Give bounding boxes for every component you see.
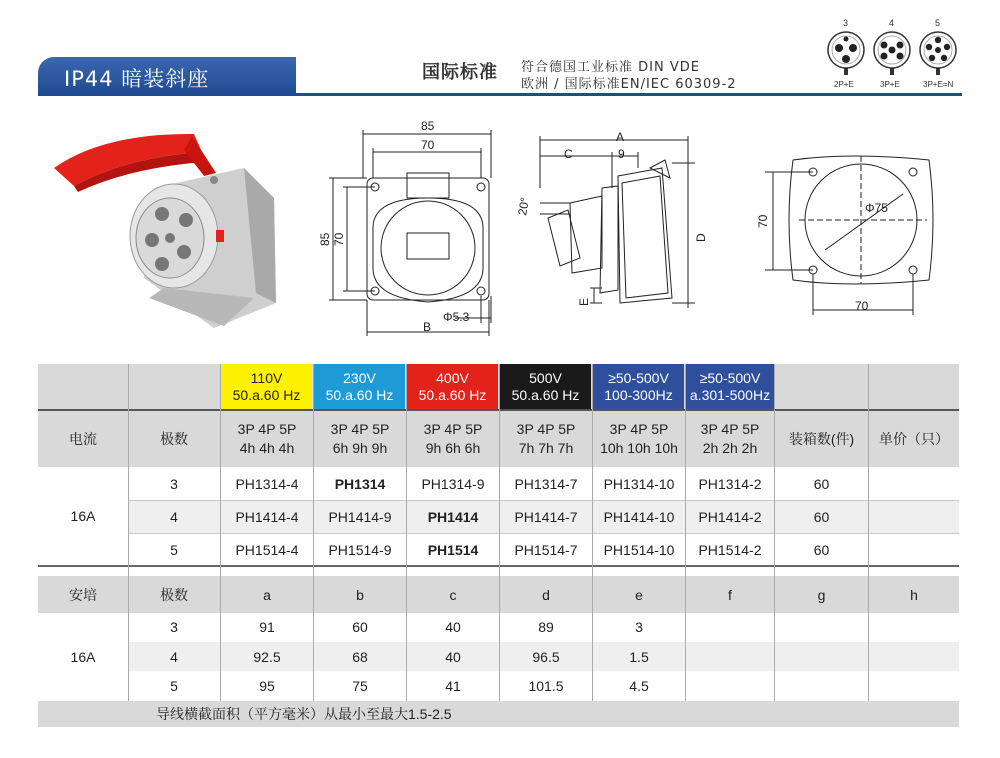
- divider: [128, 364, 129, 701]
- freq-230v: 50.a.60 Hz: [325, 386, 394, 403]
- header-poles: 极数: [160, 431, 188, 447]
- header-hours-col6: 3P 4P 5P 2h 2h 2h: [700, 421, 760, 456]
- header-ampere: 安培: [69, 586, 97, 603]
- standard-line-2: 欧洲 / 国际标准EN/IEC 60309-2: [521, 77, 737, 92]
- title-underline: [38, 93, 962, 96]
- divider: [685, 364, 686, 701]
- freq-500v: 50.a.60 Hz: [511, 386, 580, 403]
- standard-heading: 国际标准: [422, 62, 498, 83]
- voltage-500v: 500V: [529, 369, 562, 386]
- freq-hf2: a.301-500Hz: [689, 386, 771, 403]
- spec-current-value: 16A: [70, 508, 96, 524]
- divider: [313, 364, 314, 701]
- product-title: IP44 暗装斜座: [64, 67, 210, 91]
- divider: [220, 364, 221, 701]
- dim-current-value: 16A: [70, 649, 96, 665]
- pin-count-4: 4: [889, 18, 895, 28]
- front-view-drawing: [315, 118, 505, 340]
- header-box-qty: 装箱数(件): [788, 431, 855, 447]
- table-row: 5 95 75 41 101.5 4.5: [170, 678, 649, 694]
- header-current: 电流: [69, 431, 97, 447]
- table-row: 5 PH1514-4 PH1514-9 PH1514 PH1514-7 PH1514-10 PH1514-2 60: [170, 541, 830, 558]
- pin-label-4: 3P+E: [880, 80, 900, 89]
- voltage-230v: 230V: [343, 369, 376, 386]
- header-unit-price: 单价（只）: [879, 431, 949, 447]
- front-dim-85-width: 85: [421, 119, 435, 133]
- front-dim-hole: Φ5.3: [443, 310, 470, 324]
- cutout-dim-height: 70: [756, 214, 770, 228]
- voltage-col-500v: [500, 364, 591, 409]
- side-view-drawing: [510, 128, 710, 318]
- dim-header-row: 安培 极数 a b c d e f g h: [38, 576, 959, 613]
- side-dim-angle: 20°: [515, 196, 533, 217]
- side-dim-e: E: [577, 297, 591, 306]
- pin-count-5: 5: [935, 18, 941, 28]
- cutout-dim-width: 70: [855, 299, 869, 313]
- header-hours-col4: 3P 4P 5P 7h 7h 7h: [516, 421, 576, 456]
- header-dim-poles: 极数: [160, 586, 188, 603]
- voltage-110v: 110V: [250, 369, 283, 386]
- divider: [499, 364, 500, 701]
- standard-line-1: 符合德国工业标准 DIN VDE: [521, 60, 700, 75]
- front-dim-70-height: 70: [332, 232, 346, 246]
- freq-110v: 50.a.60 Hz: [232, 386, 301, 403]
- pin-layout-3p-icon: [828, 32, 864, 75]
- header-hours-col3: 3P 4P 5P 9h 6h 6h: [423, 421, 483, 456]
- table-row: 4 92.5 68 40 96.5 1.5: [128, 642, 959, 671]
- front-dim-b: B: [423, 320, 432, 334]
- header-hours-col1: 3P 4P 5P 4h 4h 4h: [237, 421, 297, 456]
- voltage-col-230v: [314, 364, 405, 409]
- divider: [868, 364, 869, 701]
- pin-count-3: 3: [843, 18, 849, 28]
- divider: [592, 364, 593, 701]
- freq-hf1: 100-300Hz: [604, 386, 673, 403]
- side-dim-a: A: [616, 130, 625, 144]
- pin-layout-4p-icon: [874, 32, 910, 75]
- header-hours-col5: 3P 4P 5P 10h 10h 10h: [600, 421, 678, 456]
- freq-400v: 50.a.60 Hz: [418, 386, 487, 403]
- product-image: [44, 128, 294, 328]
- voltage-hf2: ≥50-500V: [699, 369, 761, 386]
- divider: [774, 364, 775, 701]
- header-hours-col2: 3P 4P 5P 6h 9h 9h: [330, 421, 390, 456]
- table-row: 4 PH1414-4 PH1414-9 PH1414 PH1414-7 PH1414-10 PH1414-2 60: [128, 501, 959, 533]
- cutout-dim-diameter: Φ75: [865, 201, 888, 215]
- side-dim-d: D: [694, 233, 708, 242]
- table-row: 3 91 60 40 89 3: [170, 619, 643, 635]
- voltage-col-hf2: [686, 364, 774, 409]
- voltage-col-hf1: [593, 364, 684, 409]
- divider: [406, 364, 407, 701]
- cutout-drawing: [755, 150, 955, 320]
- pin-label-3: 2P+E: [834, 80, 854, 89]
- voltage-hf1: ≥50-500V: [608, 369, 669, 386]
- footer-row: [38, 701, 959, 727]
- pin-label-5: 3P+E=N: [923, 80, 954, 89]
- front-dim-70-width: 70: [421, 138, 435, 152]
- voltage-col-110v: [221, 364, 312, 409]
- voltage-400v: 400V: [436, 369, 469, 386]
- voltage-col-400v: [407, 364, 498, 409]
- side-dim-9: 9: [618, 147, 625, 161]
- table-row: 3 PH1314-4 PH1314 PH1314-9 PH1314-7 PH1314-10 PH1314-2 60: [170, 475, 830, 492]
- front-dim-85-height: 85: [318, 232, 332, 246]
- side-dim-c: C: [564, 147, 573, 161]
- wire-section-note: 导线横截面积（平方毫米）从最小至最大1.5-2.5: [156, 706, 452, 722]
- pin-layout-5p-icon: [920, 32, 956, 75]
- pin-layout-icons: [820, 28, 970, 80]
